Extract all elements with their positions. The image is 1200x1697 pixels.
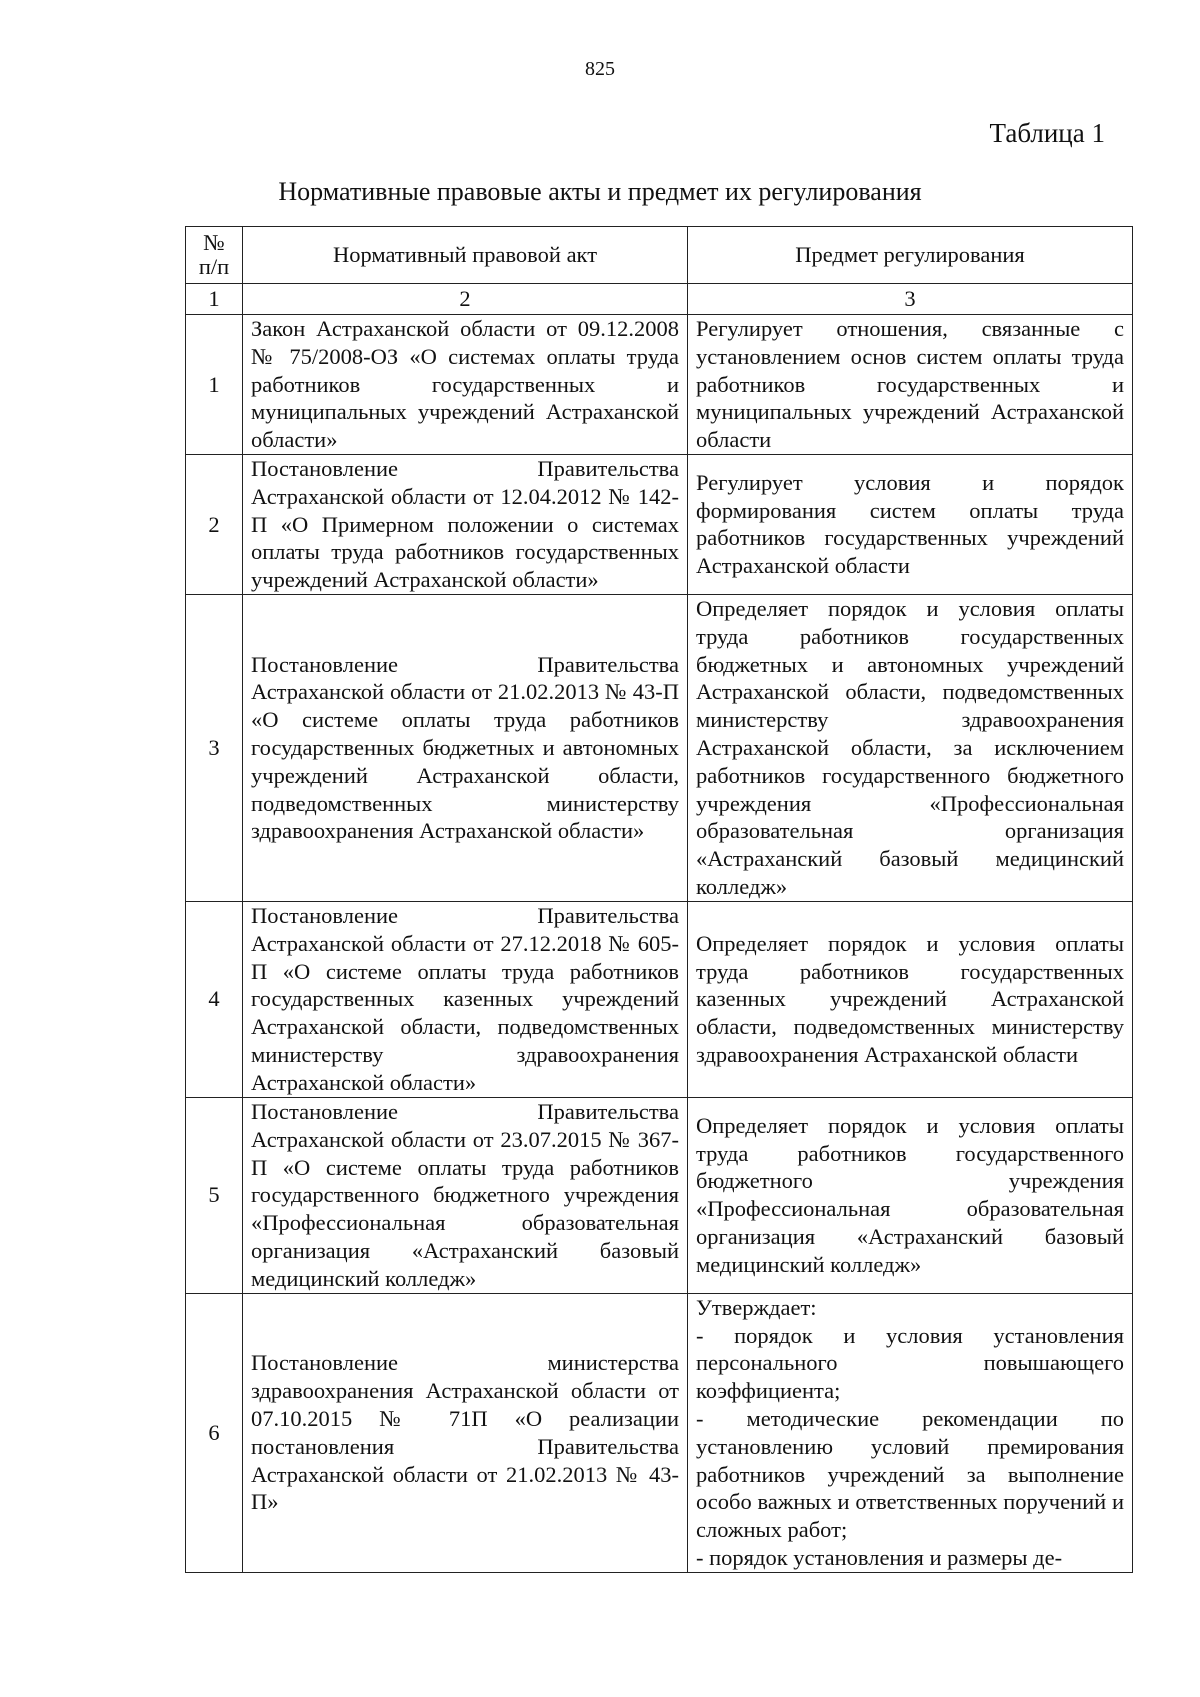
- column-header-subject: Предмет регулирования: [688, 227, 1133, 284]
- row-subject: Определяет порядок и условия оплаты труда работников государственного бюджетного учреждения «Профессиональная образовательная организация «Астраханский базовый медицинский колледж»: [688, 1097, 1133, 1293]
- column-header-number: [186, 227, 243, 284]
- number-header-abbrev: п/п: [198, 254, 230, 279]
- row-number: 5: [186, 1097, 243, 1293]
- table-header-row: [186, 227, 1133, 284]
- row-act: Постановление министерства здравоохранения Астраханской области от 07.10.2015 № 71П «О реализации постановления Правительства Астраханской области от 21.02.2013 № 43-П»: [243, 1293, 688, 1572]
- table-title: Нормативные правовые акты и предмет их регулирования: [278, 177, 922, 206]
- subject-list-item: - порядок установления и размеры де-: [696, 1544, 1063, 1570]
- row-number: 1: [186, 315, 243, 455]
- table-row: [186, 594, 1133, 901]
- row-number: 6: [186, 1293, 243, 1572]
- page-number: 825: [585, 58, 615, 80]
- row-number: 4: [186, 901, 243, 1097]
- table-row: [186, 1097, 1133, 1293]
- row-act: Постановление Правительства Астраханской области от 23.07.2015 № 367-П «О системе оплаты труда работников государственного бюджетного учреждения «Профессиональная образовательная организация «Астраханский базовый медицинский колледж»: [243, 1097, 688, 1293]
- subject-list-item: - порядок и условия установления персонального повышающего коэффициента;: [696, 1322, 1124, 1404]
- column-index-act: 2: [243, 284, 688, 315]
- row-subject: Регулирует отношения, связанные с установлением основ систем оплаты труда работников государственных и муниципальных учреждений Астраханской области: [688, 315, 1133, 455]
- table-row: [186, 454, 1133, 594]
- row-subject: Регулирует условия и порядок формирования систем оплаты труда работников государственных учреждений Астраханской области: [688, 454, 1133, 594]
- column-header-act: Нормативный правовой акт: [243, 227, 688, 284]
- number-header-sign: №: [203, 230, 225, 255]
- subject-list-item: - методические рекомендации по установлению условий премирования работников учреждений за выполнение особо важных и ответственных поручений и сложных работ;: [696, 1405, 1124, 1543]
- subject-intro: Утверждает:: [696, 1294, 817, 1320]
- row-act: Постановление Правительства Астраханской области от 27.12.2018 № 605-П «О системе оплаты труда работников государственных казенных учреждений Астраханской области, подведомственных министерству здравоохранения Астраханской области»: [243, 901, 688, 1097]
- row-subject: Определяет порядок и условия оплаты труда работников государственных казенных учреждений Астраханской области, подведомственных министерству здравоохранения Астраханской области: [688, 901, 1133, 1097]
- column-index-subject: 3: [688, 284, 1133, 315]
- row-subject: Определяет порядок и условия оплаты труда работников государственных бюджетных и автономных учреждений Астраханской области, подведомственных министерству здравоохранения Астраханской области, за исключением работников государственного бюджетного учреждения «Профессиональная образовательная организация «Астраханский базовый медицинский колледж»: [688, 594, 1133, 901]
- row-subject: [688, 1293, 1133, 1572]
- column-index-row: [186, 284, 1133, 315]
- row-number: 2: [186, 454, 243, 594]
- row-act: Закон Астраханской области от 09.12.2008 № 75/2008-ОЗ «О системах оплаты труда работников государственных и муниципальных учреждений Астраханской области»: [243, 315, 688, 455]
- regulations-table: [185, 226, 1133, 1573]
- row-number: 3: [186, 594, 243, 901]
- row-act: Постановление Правительства Астраханской области от 21.02.2013 № 43-П «О системе оплаты труда работников государственных бюджетных и автономных учреждений Астраханской области, подведомственных министерству здравоохранения Астраханской области»: [243, 594, 688, 901]
- table-row: [186, 901, 1133, 1097]
- column-index-number: 1: [186, 284, 243, 315]
- table-row: [186, 1293, 1133, 1572]
- row-act: Постановление Правительства Астраханской области от 12.04.2012 № 142-П «О Примерном положении о системах оплаты труда работников государственных учреждений Астраханской области»: [243, 454, 688, 594]
- table-row: [186, 315, 1133, 455]
- table-label: Таблица 1: [989, 118, 1105, 148]
